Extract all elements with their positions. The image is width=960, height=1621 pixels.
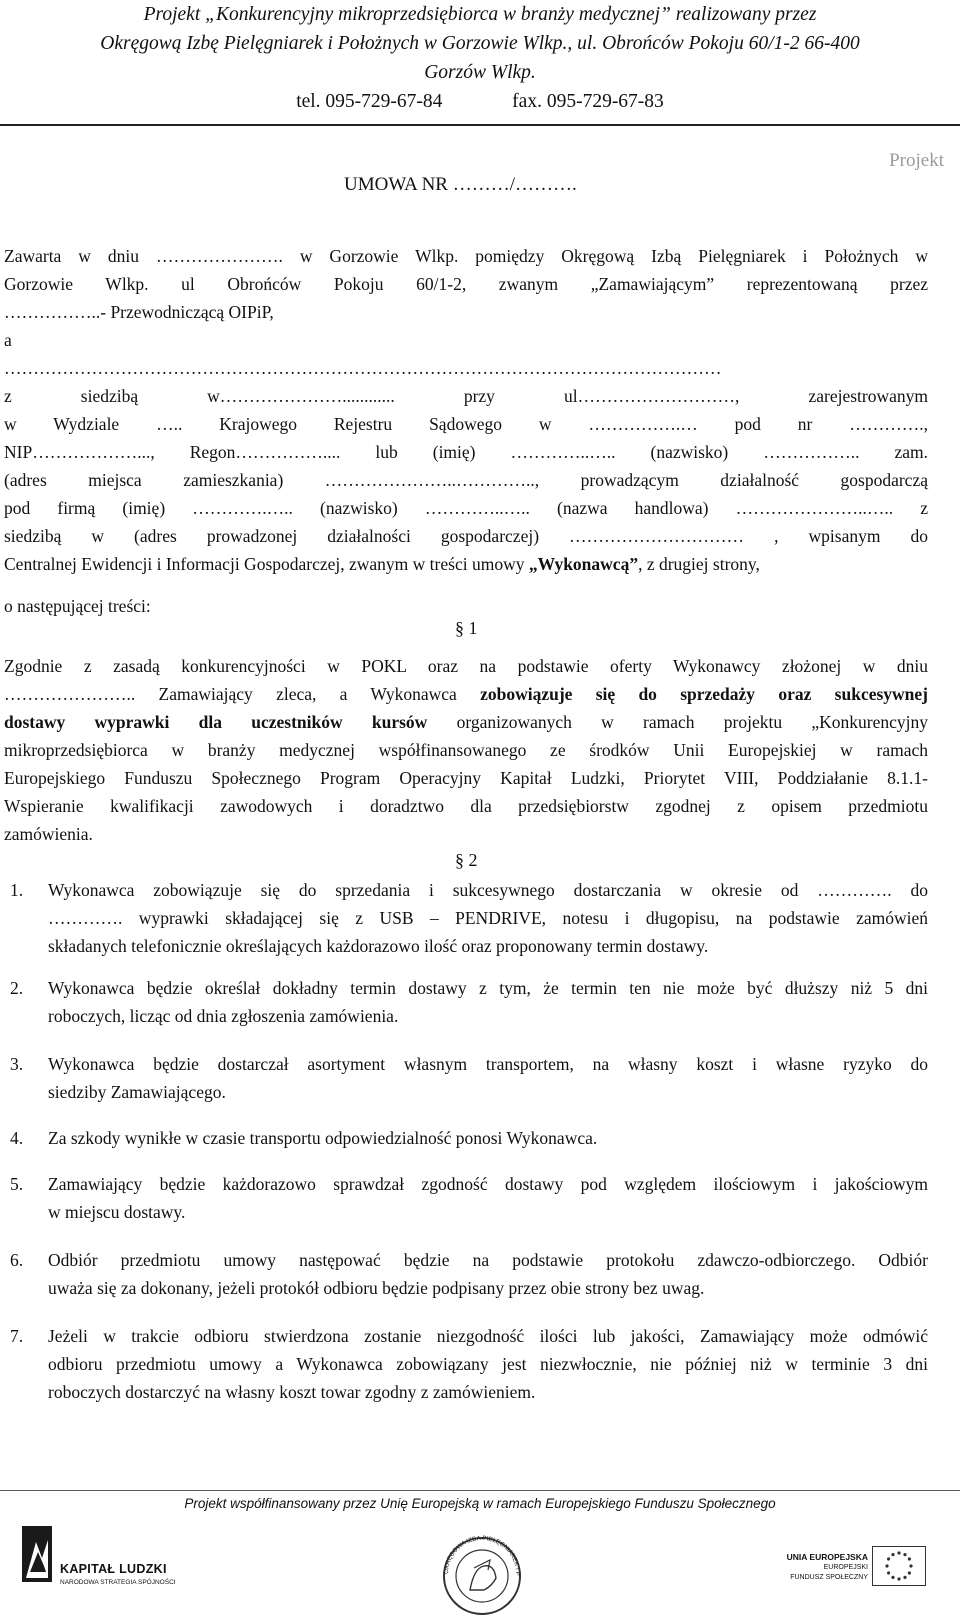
list-item-number: 5. [10,1174,24,1194]
list-item-number: 4. [10,1128,24,1148]
letterhead-line-3: Gorzów Wlkp. [424,62,536,83]
list-item-line: Jeżeli w trakcie odbioru stwierdzona zostanie niezgodność ilości lub jakości, Zamawiający może odmówić [48,1326,928,1346]
intro-line: ……………..- Przewodniczącą OIPiP, [4,302,274,322]
intro-text: , z drugiej strony, [638,554,760,574]
intro-line: …………………………………………………………………………………………………………… [4,358,722,378]
section-1-heading: § 1 [455,618,478,638]
eu-logo [760,1530,950,1610]
letterhead [0,0,960,116]
intro-line: z siedzibą w…………………............ przy ul………………………, zarejestrowanym [4,386,928,406]
list-item-number: 6. [10,1250,24,1270]
letterhead-fax: fax. 095-729-67-83 [512,91,664,112]
section-1-bold: dostawy wyprawki dla uczestników kursów [4,712,428,732]
list-item-number: 7. [10,1326,24,1346]
list-item-line: Wykonawca zobowiązuje się do sprzedania i sukcesywnego dostarczania w okresie od …………. do [48,880,928,900]
party-name-contractor: „Wykonawcą” [528,554,639,574]
list-item-line: Zamawiający będzie każdorazowo sprawdzał zgodność dostawy pod względem ilościowym i jakościowym [48,1174,928,1194]
kapital-ludzki-logo [12,1522,212,1612]
footer-cofinancing-note: Projekt współfinansowany przez Unię Europejską w ramach Europejskiego Funduszu Społecznego [184,1496,776,1511]
list-item-line: roboczych, licząc od dnia zgłoszenia zamówienia. [48,1006,399,1026]
oipip-seal [434,1528,530,1616]
section-1-text: organizowanych w ramach projektu „Konkurencyjny [427,712,928,732]
intro-line: (adres miejsca zamieszkania) …………………..………….., prowadzącym działalność gospodarczą [4,470,928,490]
list-item-line: uważa się za dokonany, jeżeli protokół odbioru będzie podpisany przez obie strony bez uwag. [48,1278,705,1298]
intro-line: w Wydziale ….. Krajowego Rejestru Sądowego w …………….… pod nr …………., [4,414,928,434]
intro-line: Zawarta w dniu …………………. w Gorzowie Wlkp. pomiędzy Okręgową Izbą Pielęgniarek i Położnych w [4,246,928,266]
letterhead-line-2: Okręgową Izbę Pielęgniarek i Położnych w Gorzowie Wlkp., ul. Obrońców Pokoju 60/1-2 66-400 [100,33,860,54]
intro-line: NIP………………..., Regon…………….... lub (imię) …………..….. (nazwisko) …………….. zam. [4,442,928,462]
eu-title: UNIA EUROPEJSKA [786,1552,868,1562]
section-1-body [4,652,928,848]
section-1-line: zamówienia. [4,824,93,844]
list-item-line: składanych telefonicznie określających każdorazowo ilość oraz proponowany termin dostawy. [48,936,709,956]
section-1-line: mikroprzedsiębiorca w branży medycznej współfinansowanego ze środków Unii Europejskiej w ramach [4,740,928,760]
list-item-line: odbioru przedmiotu umowy a Wykonawca zobowiązany jest niezwłocznie, nie później niż w terminie 3 dni [48,1354,928,1374]
eu-flag-icon [872,1546,926,1586]
section-1-line: Wspieranie kwalifikacji zawodowych i doradztwo dla przedsiębiorstw zgodnej z opisem przedmiotu [4,796,928,816]
intro-line: siedzibą w (adres prowadzonej działalności gospodarczej) ………………………… , wpisanym do [4,526,928,546]
kapital-ludzki-subtitle: NARODOWA STRATEGIA SPÓJNOŚCI [60,1579,176,1586]
contract-title: UMOWA NR ………/………. [344,174,577,195]
list-item-line: roboczych dostarczyć na własny koszt towar zgodny z zamówieniem. [48,1382,536,1402]
section-1-line: Zgodnie z zasadą konkurencyjności w POKL oraz na podstawie oferty Wykonawcy złożonej w dniu [4,656,928,676]
intro-line: pod firmą (imię) ………….….. (nazwisko) …………..….. (nazwa handlowa) …………………..….. z [4,498,928,518]
svg-text:OKRĘGOWA IZBA PIELĘGNIAREK I P [434,1528,521,1576]
list-item-line: siedziby Zamawiającego. [48,1082,226,1102]
oipip-seal-text: OKRĘGOWA IZBA PIELĘGNIAREK I P [442,1534,522,1576]
letterhead-divider [0,124,960,126]
intro-paragraph [4,242,928,578]
list-item-line: Za szkody wynikłe w czasie transportu odpowiedzialność ponosi Wykonawca. [48,1128,598,1148]
kapital-ludzki-title: KAPITAŁ LUDZKI [60,1562,167,1576]
section-1-line [4,708,928,736]
eu-subtitle-2: FUNDUSZ SPOŁECZNY [790,1574,868,1581]
list-item-number: 1. [10,880,24,900]
oipip-seal-icon [434,1528,530,1616]
section-1-text: ………………….. Zamawiający zleca, a Wykonawca [4,684,481,704]
list-item-number: 3. [10,1054,24,1074]
section-1-bold: zobowiązuje się do sprzedaży oraz sukcesywnej [480,684,928,704]
letterhead-phone: tel. 095-729-67-84 [296,91,443,112]
intro-text: Centralnej Ewidencji i Informacji Gospodarczej, zwanym w treści umowy [4,554,529,574]
letterhead-contact [0,87,960,116]
list-item-line: Wykonawca będzie dostarczał asortyment własnym transportem, na własny koszt i własne ryzyko do [48,1054,928,1074]
draft-mark: Projekt [889,150,944,171]
eu-subtitle-1: EUROPEJSKI [823,1564,868,1571]
letterhead-line-1: Projekt „Konkurencyjny mikroprzedsiębiorca w branży medycznej” realizowany przez [143,4,817,25]
list-item-line: …………. wyprawki składającej się z USB – PENDRIVE, notesu i długopisu, na podstawie zamówień [48,908,928,928]
section-1-line: Europejskiego Funduszu Społecznego Program Operacyjny Kapitał Ludzki, Priorytet VIII, Poddziałanie 8.1.1- [4,768,928,788]
list-item-line: Odbiór przedmiotu umowy następować będzie na podstawie protokołu zdawczo-odbiorczego. Odbiór [48,1250,928,1270]
section-2-heading: § 2 [455,850,478,870]
list-item-line: Wykonawca będzie określał dokładny termin dostawy z tym, że termin ten nie może być dłuższy niż 5 dni [48,978,928,998]
intro-line: a [4,330,12,350]
section-1-line [4,680,928,708]
lead-in: o następującej treści: [4,596,151,616]
intro-line: Gorzowie Wlkp. ul Obrońców Pokoju 60/1-2, zwanym „Zamawiającym” reprezentowaną przez [4,274,928,294]
intro-line [4,550,928,578]
list-item-line: w miejscu dostawy. [48,1202,186,1222]
footer-divider [0,1490,960,1491]
list-item-number: 2. [10,978,24,998]
